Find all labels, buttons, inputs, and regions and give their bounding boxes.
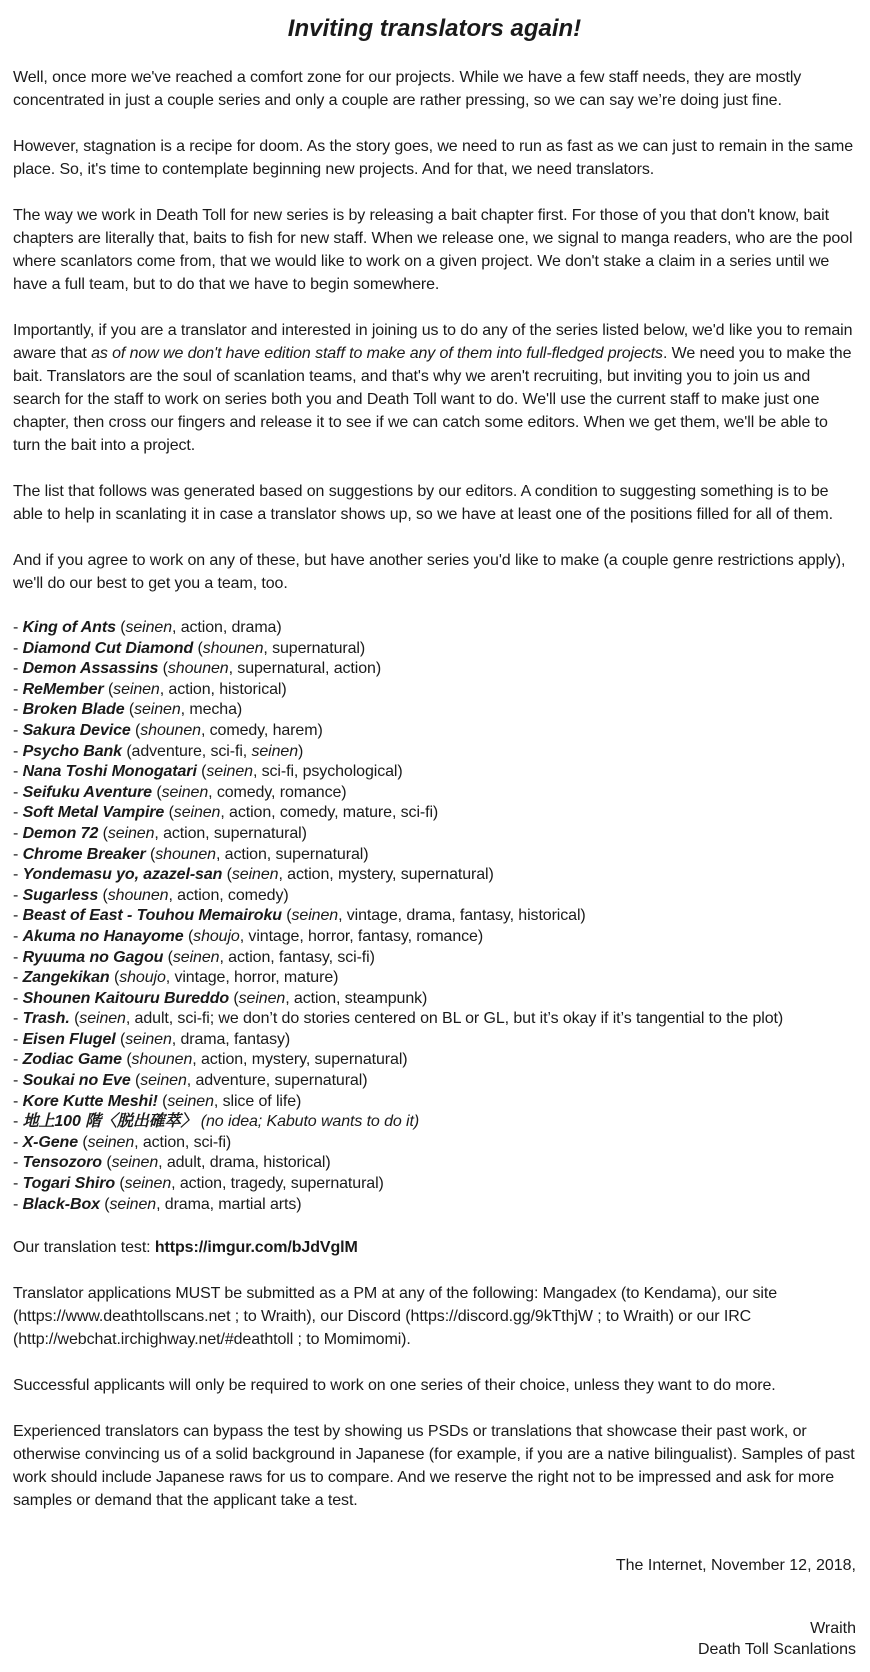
text-segment: ( <box>115 1030 126 1048</box>
text-segment: - <box>13 742 23 760</box>
text-segment: , sci-fi, psychological) <box>252 763 403 781</box>
text-segment: ( <box>130 1072 141 1090</box>
text-segment: - <box>13 1154 23 1172</box>
text-segment: - <box>13 927 23 945</box>
series-title: Diamond Cut Diamond <box>22 639 194 657</box>
text-segment: (no idea; Kabuto wants to do it) <box>200 1113 420 1131</box>
text-segment: - <box>13 701 23 719</box>
text-segment: seinen <box>113 680 160 698</box>
text-segment: ( <box>121 1051 132 1069</box>
text-segment: - <box>13 907 23 925</box>
series-title: Seifuku Aventure <box>22 783 152 801</box>
series-item <box>13 783 856 804</box>
text-segment: - <box>13 989 23 1007</box>
text-segment: seinen <box>140 1072 187 1090</box>
series-item <box>13 742 856 763</box>
text-segment: - <box>13 660 23 678</box>
text-segment: , drama, fantasy) <box>171 1030 291 1048</box>
text-segment: - <box>13 639 23 657</box>
text-segment: shoujo <box>119 969 166 987</box>
series-title: Ryuuma no Gagou <box>22 948 164 966</box>
text-segment: , action, mystery, supernatural) <box>278 866 494 884</box>
text-segment: , adult, drama, historical) <box>158 1154 331 1172</box>
text-segment: Well, once more we've reached a comfort zone for our projects. While we have a few staff needs, they are mostly concentrated in just a couple series and only a couple are rather pressing, so we can say we’re doing just fine. <box>13 69 802 109</box>
series-item <box>13 968 856 989</box>
text-segment: - <box>13 763 23 781</box>
series-title: Chrome Breaker <box>22 845 146 863</box>
series-title: ReMember <box>22 680 104 698</box>
text-segment: , vintage, drama, fantasy, historical) <box>338 907 586 925</box>
text-segment: , mecha) <box>180 701 243 719</box>
series-title: 地上100 階〈脱出確萃〉 <box>22 1113 197 1131</box>
text-segment: ( <box>78 1133 88 1151</box>
translation-test-label: Our translation test: <box>13 1239 155 1257</box>
text-segment: ( <box>222 866 232 884</box>
text-segment: , drama, martial arts) <box>156 1195 302 1213</box>
series-title: Togari Shiro <box>22 1175 116 1193</box>
text-segment: ( <box>130 721 141 739</box>
text-segment: - <box>13 948 23 966</box>
text-segment: - <box>13 1051 23 1069</box>
series-item <box>13 659 856 680</box>
text-segment: ( <box>196 763 207 781</box>
text-segment: ( <box>115 619 126 636</box>
series-item <box>13 824 856 845</box>
text-segment: , supernatural) <box>263 639 366 657</box>
text-segment: - <box>13 783 23 801</box>
series-list <box>13 618 856 1215</box>
signature-group: Death Toll Scanlations <box>697 1641 856 1659</box>
series-title: Akuma no Hanayome <box>22 927 184 945</box>
text-segment: seinen <box>87 1133 135 1151</box>
text-segment: seinen <box>167 1092 214 1110</box>
text-segment: shounen <box>131 1051 193 1069</box>
series-item <box>13 1174 856 1195</box>
closing-paragraphs <box>13 1282 856 1512</box>
text-segment: - <box>13 1113 23 1131</box>
text-segment: seinen <box>173 804 221 822</box>
series-item <box>13 1009 856 1030</box>
series-item <box>13 700 856 721</box>
text-segment: , adventure, supernatural) <box>186 1072 368 1090</box>
series-title: Tensozoro <box>22 1154 102 1172</box>
series-title: Kore Kutte Meshi! <box>22 1092 158 1110</box>
text-segment: as of now we don't have edition staff to make any of them into full-fledged projects <box>91 345 663 362</box>
text-segment: ( <box>157 1092 168 1110</box>
series-item <box>13 721 856 742</box>
series-title: Soukai no Eve <box>22 1072 131 1090</box>
text-segment: , vintage, horror, mature) <box>165 969 339 987</box>
text-segment: , action, mystery, supernatural) <box>192 1051 408 1069</box>
series-item <box>13 989 856 1010</box>
text-segment: - <box>13 824 23 842</box>
series-title: Soft Metal Vampire <box>22 804 165 822</box>
series-title: Demon Assassins <box>22 660 159 678</box>
text-segment: seinen <box>109 1195 157 1213</box>
text-segment: - <box>13 1175 23 1193</box>
paragraph <box>13 1282 856 1351</box>
series-title: Black-Box <box>22 1195 100 1213</box>
paragraph <box>13 1420 856 1512</box>
text-segment: ( <box>229 989 239 1007</box>
text-segment: seinen <box>231 866 279 884</box>
text-segment: ( <box>69 1010 80 1028</box>
text-segment: ( <box>183 927 194 945</box>
text-segment: , action, steampunk) <box>285 989 428 1007</box>
series-title: Beast of East - Touhou Memairoku <box>22 907 282 925</box>
text-segment: seinen <box>251 742 299 760</box>
text-segment: , action, supernatural) <box>215 845 369 863</box>
text-segment: seinen <box>125 619 173 636</box>
text-segment: seinen <box>134 701 181 719</box>
text-segment: - <box>13 1092 23 1110</box>
text-segment: ( <box>193 639 203 657</box>
text-segment: shoujo <box>193 927 240 945</box>
series-item <box>13 1030 856 1051</box>
text-segment: - <box>13 886 23 904</box>
text-segment: shounen <box>107 886 169 904</box>
text-segment: , comedy, harem) <box>200 721 323 739</box>
page-title: Inviting translators again! <box>287 15 582 42</box>
text-segment: , vintage, horror, fantasy, romance) <box>239 927 484 945</box>
text-segment: seinen <box>291 907 339 925</box>
series-title: Zangekikan <box>22 969 110 987</box>
text-segment: - <box>13 1133 23 1151</box>
text-segment: shounen <box>202 639 264 657</box>
series-item <box>13 803 856 824</box>
translation-test-line <box>13 1236 856 1259</box>
text-segment: , comedy, romance) <box>208 783 347 801</box>
series-title: Psycho Bank <box>22 742 122 760</box>
series-title: Shounen Kaitouru Bureddo <box>22 989 230 1007</box>
series-item <box>13 1092 856 1113</box>
series-title: Broken Blade <box>22 701 125 719</box>
text-segment: The way we work in Death Toll for new series is by releasing a bait chapter first. For those of you that don't know, bait chapters are literally that, baits to fish for new staff. When we release one, we signal to manga readers, who are the pool where scanlators come from, that we would like to work on a given project. We don't stake a claim in a series until we have a full team, but to do that we have to begin somewhere. <box>13 207 853 293</box>
paragraph <box>13 480 856 526</box>
series-item <box>13 1071 856 1092</box>
text-segment: ( <box>164 804 174 822</box>
text-segment: shounen <box>167 660 229 678</box>
series-item <box>13 845 856 866</box>
text-segment: , action, tragedy, supernatural) <box>171 1175 384 1193</box>
series-title: Demon 72 <box>22 824 99 842</box>
footer <box>13 1555 856 1660</box>
intro-paragraphs <box>13 66 856 595</box>
text-segment: - <box>13 804 23 822</box>
text-segment: However, stagnation is a recipe for doom. As the story goes, we need to run as fast as we can just to remain in the same place. So, it's time to contemplate beginning new projects. And for that, we need translators. <box>13 138 854 178</box>
text-segment: , action, supernatural) <box>154 824 307 842</box>
paragraph <box>13 66 856 112</box>
text-segment: Experienced translators can bypass the test by showing us PSDs or translations that showcase their past work, or otherwise convincing us of a solid background in Japanese (for example, if you are a native bilingualist). Samples of past work should include Japanese raws for us to compare. And we reserve the right not to be impressed and ask for more samples or demand that the applicant take a test. <box>13 1423 855 1510</box>
text-segment: ( <box>98 824 108 842</box>
text-segment: - <box>13 1195 23 1213</box>
text-segment: , action, comedy) <box>168 886 289 904</box>
text-segment: Successful applicants will only be required to work on one series of their choice, unless they want to do more. <box>13 1377 776 1395</box>
text-segment: shounen <box>155 845 216 863</box>
series-item <box>13 680 856 701</box>
series-title: Nana Toshi Monogatari <box>22 763 197 781</box>
text-segment: Importantly, if you are a translator and interested in joining us to do any of the series listed below, we'd like you to remain aware that <box>13 322 853 362</box>
text-segment: (adventure, sci-fi, <box>121 742 252 760</box>
text-segment: seinen <box>206 763 253 781</box>
text-segment: ( <box>158 660 168 678</box>
series-item <box>13 639 856 660</box>
text-segment: - <box>13 721 23 739</box>
series-title: Sakura Device <box>22 721 131 739</box>
text-segment: And if you agree to work on any of these, but have another series you'd like to make (a couple genre restrictions apply), we'll do our best to get you a team, too. <box>13 552 846 592</box>
text-segment: ( <box>115 1175 125 1193</box>
text-segment: seinen <box>172 948 220 966</box>
series-title: Trash. <box>22 1010 70 1028</box>
text-segment: , action, fantasy, sci-fi) <box>219 948 375 966</box>
series-item <box>13 948 856 969</box>
series-item <box>13 618 856 639</box>
text-segment: , action, historical) <box>159 680 287 698</box>
series-item <box>13 762 856 783</box>
paragraph <box>13 549 856 595</box>
text-segment: ) <box>298 742 304 760</box>
series-item <box>13 886 856 907</box>
text-segment: - <box>13 969 23 987</box>
series-item <box>13 1133 856 1154</box>
text-segment: ( <box>124 701 135 719</box>
series-item <box>13 865 856 886</box>
paragraph <box>13 1374 856 1397</box>
signature-name: Wraith <box>810 1620 856 1638</box>
series-title: X-Gene <box>22 1133 78 1151</box>
series-item <box>13 1195 856 1216</box>
text-segment: ( <box>109 969 120 987</box>
text-segment: seinen <box>79 1010 126 1028</box>
text-segment: ( <box>99 1195 110 1213</box>
text-segment: . We need you to make the bait. Translators are the soul of scanlation teams, and that's why we aren't recruiting, but inviting you to join us and search for the staff to work on series both you and Death Toll want to do. We'll use the current staff to make just one chapter, then cross our fingers and release it to see if we can catch some editors. When we get them, we'll be able to turn the bait into a project. <box>13 345 852 454</box>
series-item <box>13 1050 856 1071</box>
text-segment: ( <box>145 845 156 863</box>
text-segment: ( <box>163 948 173 966</box>
series-title: King of Ants <box>22 619 116 636</box>
series-title: Yondemasu yo, azazel-san <box>22 866 223 884</box>
text-segment: seinen <box>111 1154 159 1172</box>
series-title: Sugarless <box>22 886 99 904</box>
text-segment: ( <box>151 783 162 801</box>
paragraph <box>13 319 856 457</box>
text-segment: ( <box>103 680 114 698</box>
text-segment: seinen <box>238 989 286 1007</box>
text-segment: seinen <box>125 1030 172 1048</box>
translation-test-link: https://imgur.com/bJdVglM <box>154 1239 358 1257</box>
series-title: Zodiac Game <box>22 1051 122 1069</box>
paragraph <box>13 204 856 296</box>
text-segment: , adult, sci-fi; we don’t do stories centered on BL or GL, but it’s okay if it’s tangential to the plot) <box>125 1010 784 1028</box>
series-item <box>13 927 856 948</box>
text-segment: - <box>13 1010 23 1028</box>
text-segment: - <box>13 1072 23 1090</box>
text-segment: , supernatural, action) <box>228 660 382 678</box>
text-segment: The list that follows was generated based on suggestions by our editors. A condition to suggesting something is to be able to help in scanlating it in case a translator shows up, so we have at least one of the positions filled for all of them. <box>13 483 833 523</box>
text-segment: - <box>13 619 23 636</box>
text-segment: Translator applications MUST be submitted as a PM at any of the following: Mangadex (to Kendama), our site (https://www.deathtollscans.net ; to Wraith), our Discord (https://discord.gg/9kTthjW ; to Wraith) or our IRC (http://webchat.irchighway.net/#deathtoll ; to Momimomi). <box>13 1285 778 1349</box>
series-title: Eisen Flugel <box>22 1030 116 1048</box>
text-segment: , action, sci-fi) <box>134 1133 232 1151</box>
series-item <box>13 906 856 927</box>
text-segment: , action, comedy, mature, sci-fi) <box>220 804 439 822</box>
text-segment: seinen <box>124 1175 172 1193</box>
paragraph <box>13 135 856 181</box>
text-segment: - <box>13 866 23 884</box>
text-segment: seinen <box>107 824 155 842</box>
text-segment: ( <box>281 907 292 925</box>
text-segment: , slice of life) <box>213 1092 302 1110</box>
text-segment: shounen <box>140 721 201 739</box>
text-segment: - <box>13 680 23 698</box>
series-item <box>13 1112 856 1133</box>
text-segment: - <box>13 845 23 863</box>
text-segment: ( <box>98 886 108 904</box>
text-segment: ( <box>101 1154 112 1172</box>
series-item <box>13 1153 856 1174</box>
text-segment: - <box>13 1030 23 1048</box>
text-segment: , action, drama) <box>172 619 282 636</box>
dateline: The Internet, November 12, 2018, <box>615 1557 856 1575</box>
text-segment: seinen <box>161 783 209 801</box>
